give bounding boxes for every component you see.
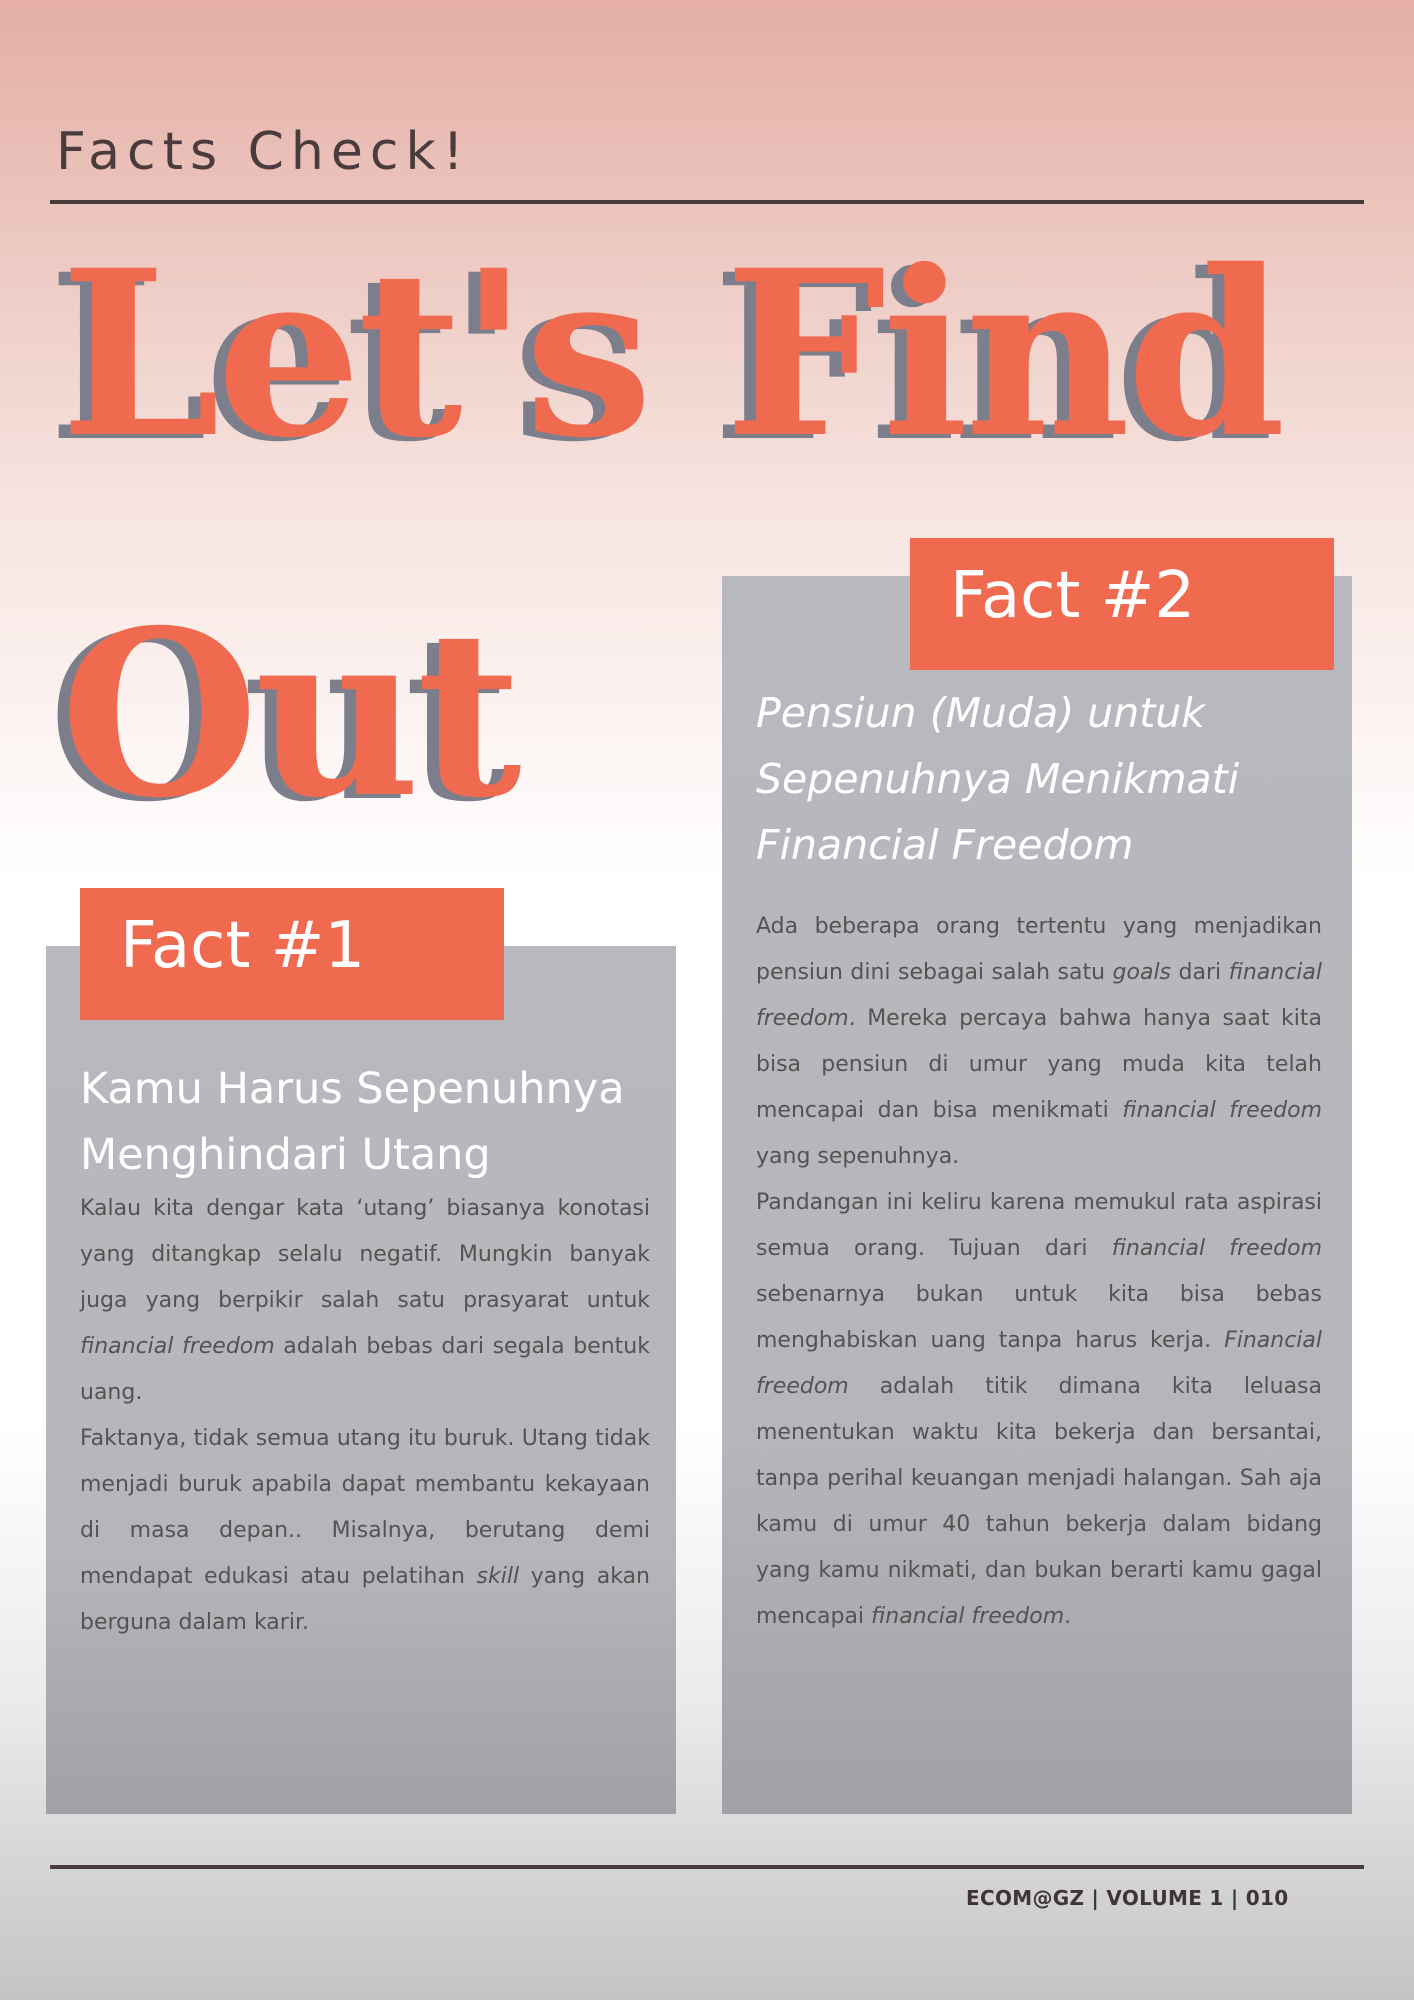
fact-2-paragraph-2: Pandangan ini keliru karena memukul rata aspirasi semua orang. Tujuan dari financial freedom sebenarnya bukan untuk kita bisa bebas menghabiskan uang tanpa harus kerja. Financial freedom adalah titik dimana kita leluasa menentukan waktu kita bekerja dan bersantai, tanpa perihal keuangan menjadi halangan. Sah aja kamu di umur 40 tahun bekerja dalam bidang yang kamu nikmati, dan bukan berarti kamu gagal mencapai financial freedom. [756, 1190, 1323, 1629]
section-kicker: Facts Check! [56, 122, 471, 182]
headline-line-2: Out [60, 580, 518, 848]
fact-2-tag: Fact #2 [910, 538, 1334, 670]
footer-issue-info: ECOM@GZ | VOLUME 1 | 010 [966, 1886, 1289, 1910]
fact-1-title: Kamu Harus Sepenuhnya Menghindari Utang [80, 1064, 625, 1180]
fact-2-card [722, 576, 1352, 1814]
fact-2-body [756, 904, 1322, 1640]
fact-1-card [46, 946, 676, 1814]
headline-line-1: Let's Find [60, 220, 1282, 488]
fact-1-paragraph-2: Faktanya, tidak semua utang itu buruk. Utang tidak menjadi buruk apabila dapat membantu kekayaan di masa depan.. Misalnya, berutang demi mendapat edukasi atau pelatihan skill yang akan berguna dalam karir. [80, 1426, 650, 1635]
fact-2-paragraph-1: Ada beberapa orang tertentu yang menjadikan pensiun dini sebagai salah satu goals dari financial freedom. Mereka percaya bahwa hanya saat kita bisa pensiun di umur yang muda kita telah mencapai dan bisa menikmati financial freedom yang sepenuhnya. [756, 914, 1323, 1169]
bottom-divider [50, 1865, 1364, 1869]
fact-1-paragraph-1: Kalau kita dengar kata ‘utang’ biasanya konotasi yang ditangkap selalu negatif. Mungkin banyak juga yang berpikir salah satu prasyarat untuk financial freedom adalah bebas dari segala bentuk uang. [80, 1196, 650, 1405]
fact-1-body [80, 1186, 650, 1646]
fact-2-title: Pensiun (Muda) untuk Sepenuhnya Menikmati Financial Freedom [756, 689, 1240, 869]
fact-1-tag: Fact #1 [80, 888, 504, 1020]
top-divider [50, 200, 1364, 204]
